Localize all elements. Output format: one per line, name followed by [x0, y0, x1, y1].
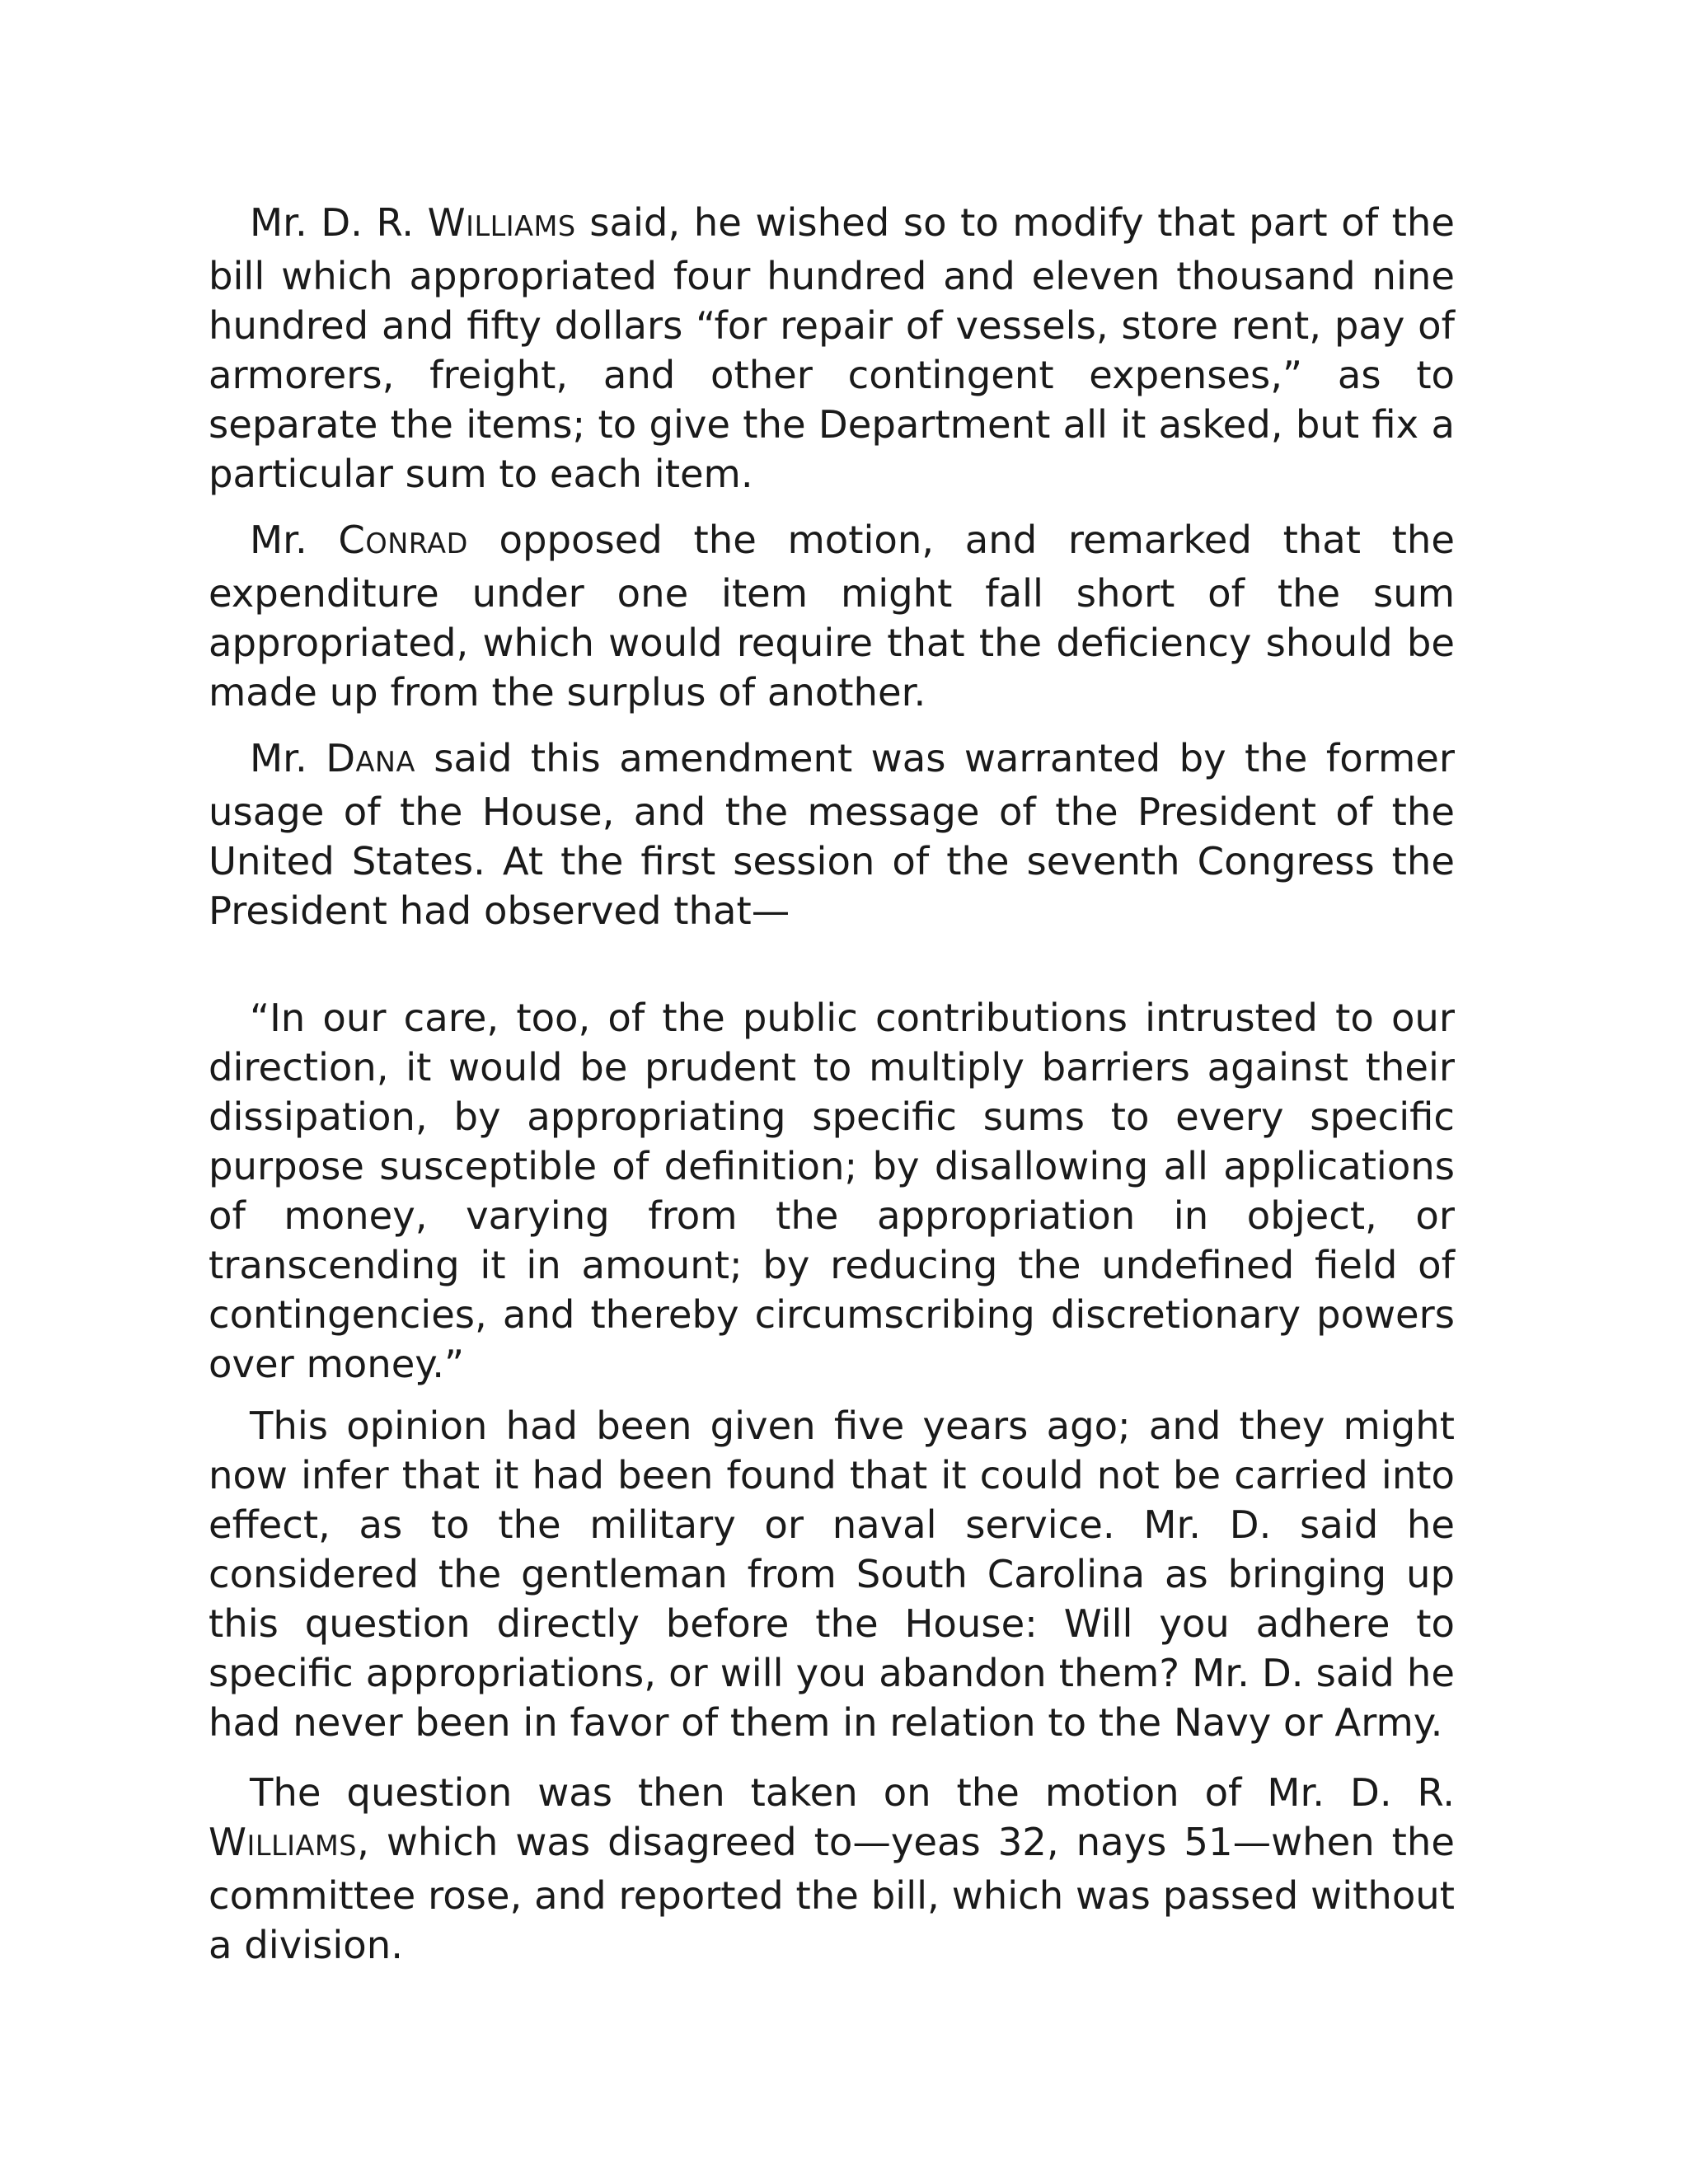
paragraph-question-taken: [209, 1768, 1455, 1970]
quote-text: “In our care, too, of the public contributions intrusted to our direction, it would be prudent to multiply barriers against their dissipation, by appropriating specific sums to every specific purpose susceptible of definition; by disallowing all applications of money, varying from the appropriation in object, or transcending it in amount; by reducing the undefined field of contingencies, and thereby circumscribing discretionary powers over money.”: [209, 996, 1455, 1386]
speaker-prefix: Mr.: [250, 518, 339, 562]
paragraph-text: [209, 733, 1455, 935]
paragraph-conrad-reply: [209, 515, 1455, 717]
paragraph-opinion-five-years: [209, 1401, 1455, 1747]
paragraph-body: said this amendment was warranted by the former usage of the House, and the message of the President of the United States. At the first session of the seventh Congress the President had observed that—: [209, 736, 1455, 933]
speaker-name-williams: WILLIAMS: [209, 1820, 358, 1864]
paragraph-williams-motion: [209, 198, 1455, 499]
paragraph-text: [209, 1768, 1455, 1970]
paragraph-body: opposed the motion, and remarked that the expenditure under one item might fall short of the sum appropriated, which would require that the deficiency should be made up from the surplus of another.: [209, 518, 1455, 715]
speaker-name-dana: DANA: [326, 736, 415, 780]
paragraph-dana-remarks: [209, 733, 1455, 935]
speaker-prefix: Mr. D. R.: [250, 200, 428, 245]
paragraph-text: [209, 198, 1455, 499]
speaker-name-williams: WILLIAMS: [427, 200, 576, 245]
speaker-prefix: Mr.: [250, 736, 326, 780]
paragraph-text: [209, 515, 1455, 717]
quoted-presidential-message: [209, 993, 1455, 1389]
speaker-name-conrad: CONRAD: [338, 518, 468, 562]
paragraph-body: said, he wished so to modify that part of the bill which appropriated four hundred and eleven thousand nine hundred and fifty dollars “for repair of vessels, store rent, pay of armorers, freight, and other contingent expenses,” as to separate the items; to give the Department all it asked, but fix a particular sum to each item.: [209, 200, 1455, 496]
text-after: , which was disagreed to—yeas 32, nays 51—when the committee rose, and reported the bill, which was passed without a division.: [209, 1820, 1455, 1967]
paragraph-text: This opinion had been given five years ago; and they might now infer that it had been found that it could not be carried into effect, as to the military or naval service. Mr. D. said he considered the gentleman from South Carolina as bringing up this question directly before the House: Will you adhere to specific appropriations, or will you abandon them? Mr. D. said he had never been in favor of them in relation to the Navy or Army.: [209, 1404, 1455, 1745]
text-before: The question was then taken on the motion of Mr. D. R.: [250, 1770, 1455, 1815]
